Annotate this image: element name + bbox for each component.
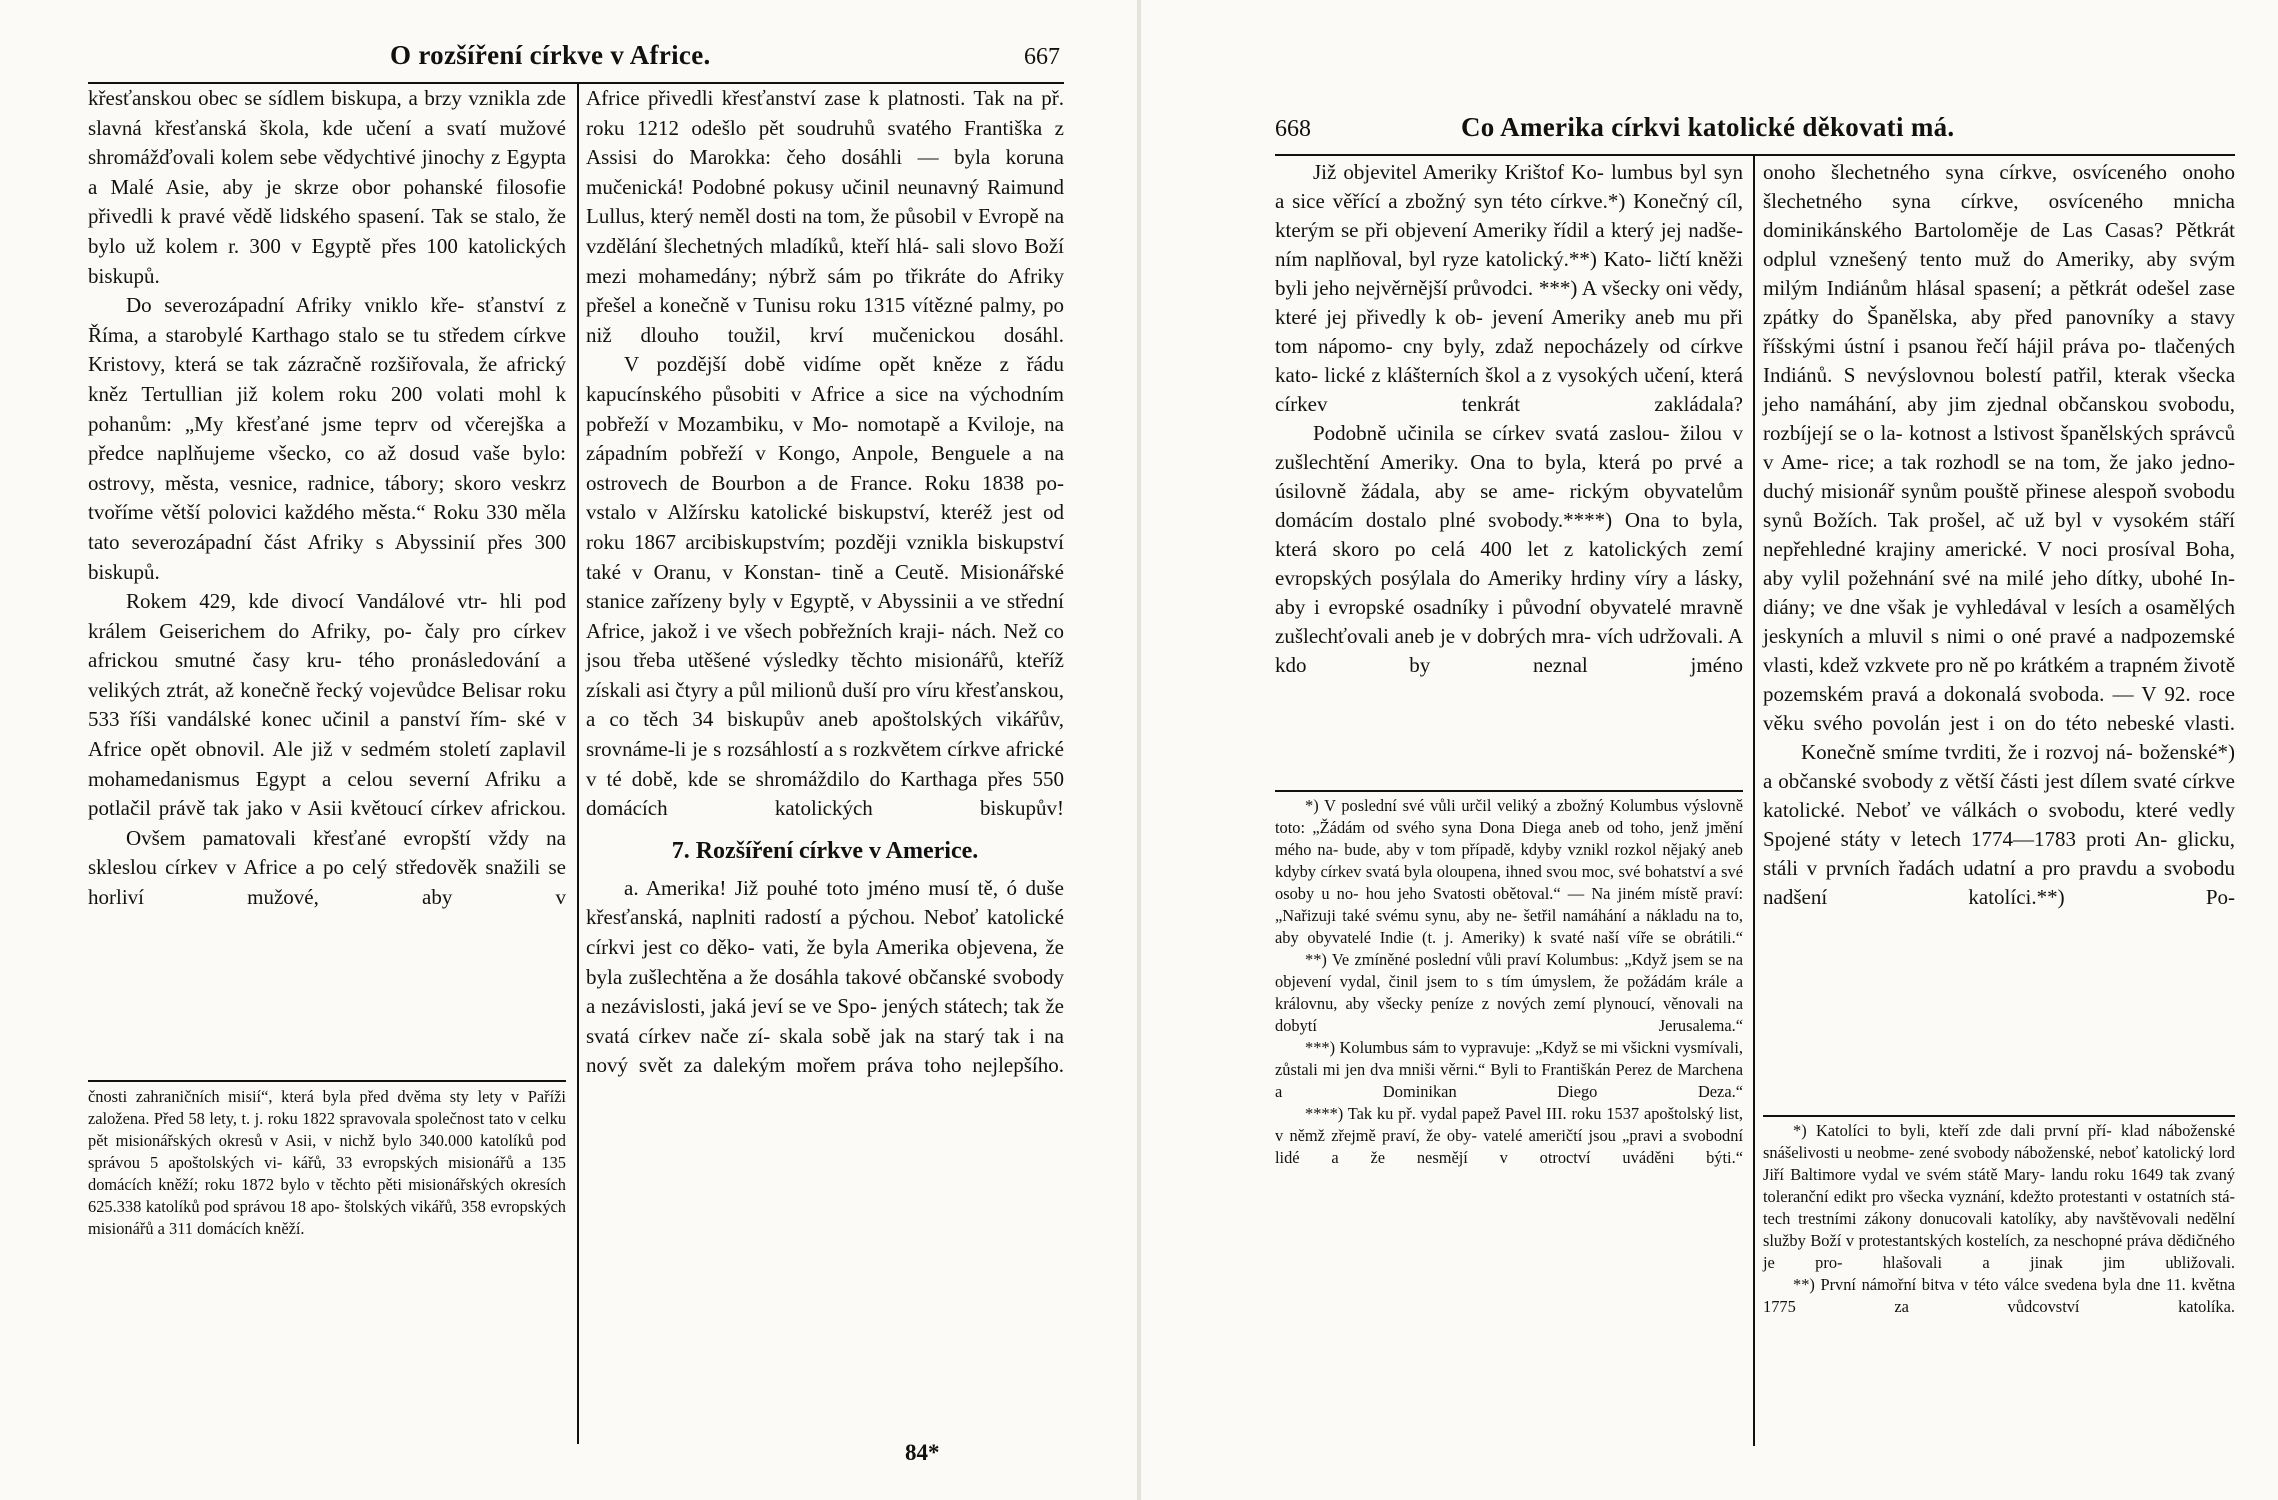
right-column-1-footnote-rule	[1275, 790, 1743, 792]
left-page-column-2	[586, 84, 1064, 1081]
footnote: *) Katolíci to byli, kteří zde dali první pří- klad náboženské snášelivosti u neobme- zené svobody náboženské, neboť katolický lord Jiří Baltimore vydal ve svém státě Mary- landu roku 1649 tak zvaný toleranční edikt pro všecka vyznání, kdežto protestanti v ostatních stá- tech trestními zákony donucovali katolíky, aby navštěvovali nedělní služby Boží v protestantských kostelích, za neschopné práva dědičného je pro- hlašovali a jinak jim ubližovali.	[1763, 1121, 2235, 1272]
section-heading: 7. Rozšíření církve v Americe.	[671, 837, 979, 864]
right-header-rule	[1275, 154, 2235, 156]
footnote: **) Ve zmíněné poslední vůli praví Kolumbus: „Když jsem se na objevení vydal, činil jsem to s tím úmyslem, že požádám krále a královnu, aby všecky peníze z nových zemí plynoucí, věnovali na dobytí Jerusalema.“	[1275, 950, 1743, 1035]
paragraph: Ovšem pamatovali křesťané evropští vždy na skleslou církev v Africe a po celý středověk snažili se horliví mužové, aby v	[88, 825, 567, 910]
right-column-2-footnotes	[1763, 1120, 2235, 1318]
footnote: *) V poslední své vůli určil veliký a zbožný Kolumbus výslovně toto: „Žádám od svého syna Dona Diega aneb od toho, jenž jmění mého na- bude, aby v tom případě, kdyby vznikl rozkol nějaký aneb kdyby církev svatá byla oloupena, ihned svou moc, své bohatství a své osoby u no- hou jeho Svatosti obětoval.“ — Na jiném místě praví: „Nařizuji také svému synu, aby ne- šetřil namáhání a nákladu na to, aby obyvatelé Indie (t. j. Ameriky) k svaté naší víře se obrátili.“	[1275, 796, 1744, 947]
right-page-header	[1275, 112, 2215, 143]
paragraph: Podobně učinila se církev svatá zaslou- žilou v zušlechtění Ameriky. Ona to byla, která po prvé a úsilovně žádala, aby se ame- rickým obyvatelům domácím dostalo plné svobody.****) Ona to byla, která skoro po celá 400 let z katolických zemí evropských posýlala do Ameriky hrdiny víry a lásky, aby i evropské osadníky i původní obyvatelé mravně zušlechťovali aneb je v dobrých mra- vích udržovali. A kdo by neznal jméno	[1275, 421, 1744, 677]
footnote: **) První námořní bitva v této válce svedena byla dne 11. května 1775 za vůdcovství katolíka.	[1763, 1275, 2235, 1316]
paragraph: a. Amerika! Již pouhé toto jméno musí tě, ó duše křesťanská, naplniti radostí a pýchou. Neboť katolické církvi jest co děko- vati, že byla Amerika objevena, že byla zušlechtěna a že dosáhla takové občanské svobody a nezávislosti, jaká jeví se ve Spo- jených státech; tak že svatá církev nače zí- skala sobě jak na starý tak i na nový svět za dalekým mořem práva toho nejlepšího.	[586, 875, 1065, 1078]
footnote: čnosti zahraničních misií“, která byla před dvěma sty lety v Paříži založena. Před 58 lety, t. j. roku 1822 spravovala společnost tato v celku pět misionářských okresů v Asii, v nichž bylo 340.000 katolíků pod správou 5 apoštolských vi- kářů, 33 evropských misionářů a 135 domácích kněží; roku 1872 bylo v těchto pěti misionářských okresích 625.338 katolíků pod správou 18 apo- štolských vikářů, 358 evropských misionářů a 311 domácích kněží.	[88, 1087, 566, 1238]
right-column-1-footnotes	[1275, 795, 1743, 1169]
paragraph: Rokem 429, kde divocí Vandálové vtr- hli pod králem Geiserichem do Afriky, po- čaly pro církev africkou smutné časy kru- tého pronásledování a velikých ztrát, až konečně řecký vojevůdce Belisar roku 533 říši vandálské konec učinil a panství řím- ské v Africe opět obnovil. Ale již v sedmém století zaplavil mohamedanismus Egypt a celou severní Afriku a potlačil právě tak jako v Asii květoucí církev africkou.	[88, 589, 567, 821]
right-page-number: 668	[1275, 116, 1311, 142]
right-page-column-2	[1763, 158, 2235, 912]
paragraph: Již objevitel Ameriky Krištof Ko- lumbus byl syn a sice věřící a zbožný syn této církve.*) Konečný cíl, kterým se při objevení Ameriky řídil a který jej nadše- ním naplňoval, byl ryze katolický.**) Kato- ličtí kněži byli jeho nejvěrnější průvodci. ***) A všecky oni vědy, které jej přivedly k ob- jevení Ameriky aneb mu při tom nápomo- cny byly, zdaž nepocházely od církve kato- lické z klášterních škol a z vysokých učení, která církev tenkrát zakládala?	[1275, 160, 1744, 416]
footnote: ****) Tak ku př. vydal papež Pavel III. roku 1537 apoštolský list, v němž zřejmě praví, že oby- vatelé američtí jsou „pravi a svobodní lidé a že nesmějí v otroctví uváděni býti.“	[1275, 1104, 1744, 1167]
paragraph: Konečně smíme tvrditi, že i rozvoj ná- boženské*) a občanské svobody z větší části jest dílem svaté církve katolické. Neboť ve válkách o svobodu, které vedly Spojené státy v letech 1774—1783 proti An- glicku, stáli v prvních řadách udatní a pro pravdu a svobodu nadšení katolíci.**) Po-	[1763, 740, 2236, 909]
paragraph: Africe přivedli křesťanství zase k platnosti. Tak na př. roku 1212 odešlo pět soudruhů svatého Františka z Assisi do Marokka: čeho dosáhli — byla koruna mučenická! Podobné pokusy učinil neunavný Raimund Lullus, který neměl dosti na tom, že působil v Evropě na vzdělání šlechetných mladíků, kteří hlá- sali slovo Boží mezi mohamedány; nýbrž sám po třikráte do Afriky přešel a konečně v Tunisu roku 1315 vítězné palmy, po niž dlouho toužil, krví mučenickou dosáhl.	[586, 86, 1065, 347]
left-footnote-rule	[88, 1080, 566, 1082]
printer-signature: 84*	[905, 1440, 940, 1465]
left-column-divider	[577, 84, 579, 1444]
left-page-column-1	[88, 84, 566, 913]
paragraph: křesťanskou obec se sídlem biskupa, a brzy vznikla zde slavná křesťanská škola, kde učení a svatí mužové shromážďovali kolem sebe vědychtivé jinochy z Egypta a Malé Asie, aby je skrze obor pohanské filosofie přivedli k pravé vědě lidského spasení. Tak se stalo, že bylo už kolem r. 300 v Egyptě přes 100 katolických biskupů.	[88, 86, 567, 288]
paragraph: Do severozápadní Afriky vniklo kře- sťanství z Říma, a starobylé Karthago stalo se tu středem církve Kristovy, která se tak zázračně rozšiřovala, že africký kněz Tertullian již kolem roku 200 volati mohl k pohanům: „My křesťané jsme teprv od včerejška a předce naplňujeme všecko, co až dosud vaše bylo: ostrovy, města, vesnice, radnice, tábory; skoro veskrz tvoříme větší polovici každého města.“ Roku 330 měla tato severozápadní část Afriky s Abyssinií přes 300 biskupů.	[88, 293, 567, 584]
left-header-title: O rozšíření církve v Africe.	[390, 40, 711, 70]
left-page-number: 667	[1024, 44, 1060, 70]
right-page	[1139, 0, 2278, 1500]
footnote: ***) Kolumbus sám to vypravuje: „Když se mi všickni vysmívali, zůstali mi jen dva mniši věrni.“ Byli to Františkán Perez de Marchena a Dominikan Diego Deza.“	[1275, 1038, 1744, 1101]
paragraph: V pozdější době vidíme opět kněze z řádu kapucínského působiti v Africe a sice na východním pobřeží v Mozambiku, v Mo- nomotapě a Kviloje, na západním pobřeží v Kongo, Anpole, Benguele a na ostrovech de Bourbon a de France. Roku 1838 po- vstalo v Alžírsku katolické biskupství, kteréž jest od roku 1867 arcibiskupstvím; později vznikla biskupství také v Oranu, v Konstan- tině a Ceutě. Misionářské stanice zařízeny byly v Egyptě, v Abyssinii a ve střední Africe, jakož i ve všech pobřežních kraji- nách. Než co jsou třeba utěšené výsledky těchto misionářů, kteříž získali asi čtyry a půl milionů duší pro víru křesťanskou, a co těch 34 biskupův aneb apoštolských vikářův, srovnáme-li je s rozsáhlostí a s rozkvětem církve africké v té době, kde se shromáždilo do Karthaga přes 550 domácích katolických biskupův!	[586, 352, 1065, 821]
right-page-column-1	[1275, 158, 1743, 680]
right-column-divider	[1753, 156, 1755, 1446]
right-column-2-footnote-rule	[1763, 1115, 2235, 1117]
right-header-title: Co Amerika církvi katolické děkovati má.	[1461, 112, 1955, 142]
left-page-header	[390, 40, 1060, 71]
paragraph: onoho šlechetného syna církve, osvíceného onoho šlechetného syna církve, osvíceného mnicha dominikánského Bartoloměje de Las Casas? Pětkrát odplul vznešený tento muž do Ameriky, aby svým milým Indiánům hlásal spasení; a pětkrát odešel zase zpátky do Španělska, aby před panovníky a stavy říšskými ústní i psanou řečí hájil práva po- tlačených Indiánů. S nevýslovnou bolestí patřil, kterak všecka jeho namáhání, aby jim zjednal občanskou svobodu, rozbíjejí se o la- kotnost a lstivost španělských správců v Ame- rice; a tak rozhodl se na tom, že jako jedno- duchý misionář synům pouště přinese alespoň svobodu synů Božích. Tak prošel, ač už byl v vysokém stáří nepřehledné krajiny americké. V noci prosíval Boha, aby vylil požehnání své na milé jeho dítky, ubohé In- diány; ve dne však je vyhledával v lesích a osamělých jeskyních a mluvil s nimi o oné pravé a nadpozemské vlasti, kdež vzkvete pro ně po krátkém a trapném životě pozemském pravá a dokonalá svoboda. — V 92. roce věku svého povolán jest i on do této nebeské vlasti.	[1763, 160, 2236, 735]
left-column-1-footnote	[88, 1086, 566, 1240]
